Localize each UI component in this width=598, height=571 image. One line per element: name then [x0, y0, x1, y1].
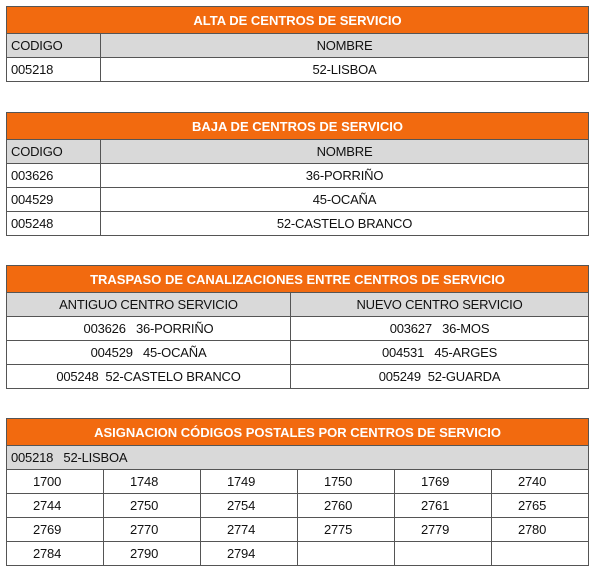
- baja-col-code: CODIGO: [7, 140, 101, 164]
- postal-code: 1749: [201, 470, 298, 494]
- alta-col-code: CODIGO: [7, 34, 101, 58]
- postal-code: 2769: [7, 518, 104, 542]
- table-row: [7, 164, 589, 188]
- postal-code: 2765: [492, 494, 589, 518]
- postal-code: 2770: [104, 518, 201, 542]
- asignacion-center: 005218 52-LISBOA: [7, 446, 589, 470]
- postal-code: [298, 542, 395, 566]
- postal-code: 2740: [492, 470, 589, 494]
- postal-code: 1769: [395, 470, 492, 494]
- postal-code: 1750: [298, 470, 395, 494]
- baja-name: 52-CASTELO BRANCO: [101, 212, 589, 236]
- postal-code: 2794: [201, 542, 298, 566]
- postal-code: 1748: [104, 470, 201, 494]
- traspaso-old: 003626 36-PORRIÑO: [7, 317, 291, 341]
- postal-code: 2760: [298, 494, 395, 518]
- table-row: [7, 470, 589, 494]
- alta-col-name: NOMBRE: [101, 34, 589, 58]
- postal-code: 2775: [298, 518, 395, 542]
- alta-name: 52-LISBOA: [101, 58, 589, 82]
- baja-table: [6, 112, 589, 236]
- traspaso-new: 005249 52-GUARDA: [291, 365, 589, 389]
- traspaso-col-old: ANTIGUO CENTRO SERVICIO: [7, 293, 291, 317]
- traspaso-table: [6, 265, 589, 389]
- traspaso-col-new: NUEVO CENTRO SERVICIO: [291, 293, 589, 317]
- baja-name: 36-PORRIÑO: [101, 164, 589, 188]
- table-row: [7, 365, 589, 389]
- baja-col-name: NOMBRE: [101, 140, 589, 164]
- postal-code: [492, 542, 589, 566]
- table-row: [7, 494, 589, 518]
- traspaso-new: 004531 45-ARGES: [291, 341, 589, 365]
- postal-code: 2750: [104, 494, 201, 518]
- postal-code: 2774: [201, 518, 298, 542]
- postal-code: 2784: [7, 542, 104, 566]
- alta-code: 005218: [7, 58, 101, 82]
- postal-code: 2779: [395, 518, 492, 542]
- postal-code: [395, 542, 492, 566]
- postal-code: 2761: [395, 494, 492, 518]
- baja-code: 005248: [7, 212, 101, 236]
- traspaso-title: TRASPASO DE CANALIZACIONES ENTRE CENTROS DE SERVICIO: [7, 266, 589, 293]
- table-row: [7, 212, 589, 236]
- postal-code: 2754: [201, 494, 298, 518]
- table-row: [7, 317, 589, 341]
- postal-code: 2790: [104, 542, 201, 566]
- table-row: [7, 188, 589, 212]
- table-row: [7, 341, 589, 365]
- table-row: [7, 518, 589, 542]
- traspaso-old: 004529 45-OCAÑA: [7, 341, 291, 365]
- alta-title: ALTA DE CENTROS DE SERVICIO: [7, 7, 589, 34]
- baja-title: BAJA DE CENTROS DE SERVICIO: [7, 113, 589, 140]
- traspaso-new: 003627 36-MOS: [291, 317, 589, 341]
- alta-table: [6, 6, 589, 82]
- asignacion-title: ASIGNACION CÓDIGOS POSTALES POR CENTROS DE SERVICIO: [7, 419, 589, 446]
- baja-name: 45-OCAÑA: [101, 188, 589, 212]
- traspaso-old: 005248 52-CASTELO BRANCO: [7, 365, 291, 389]
- table-row: [7, 58, 589, 82]
- postal-code: 2780: [492, 518, 589, 542]
- postal-code: 1700: [7, 470, 104, 494]
- baja-code: 003626: [7, 164, 101, 188]
- baja-code: 004529: [7, 188, 101, 212]
- table-row: [7, 542, 589, 566]
- postal-code: 2744: [7, 494, 104, 518]
- asignacion-table: [6, 418, 589, 566]
